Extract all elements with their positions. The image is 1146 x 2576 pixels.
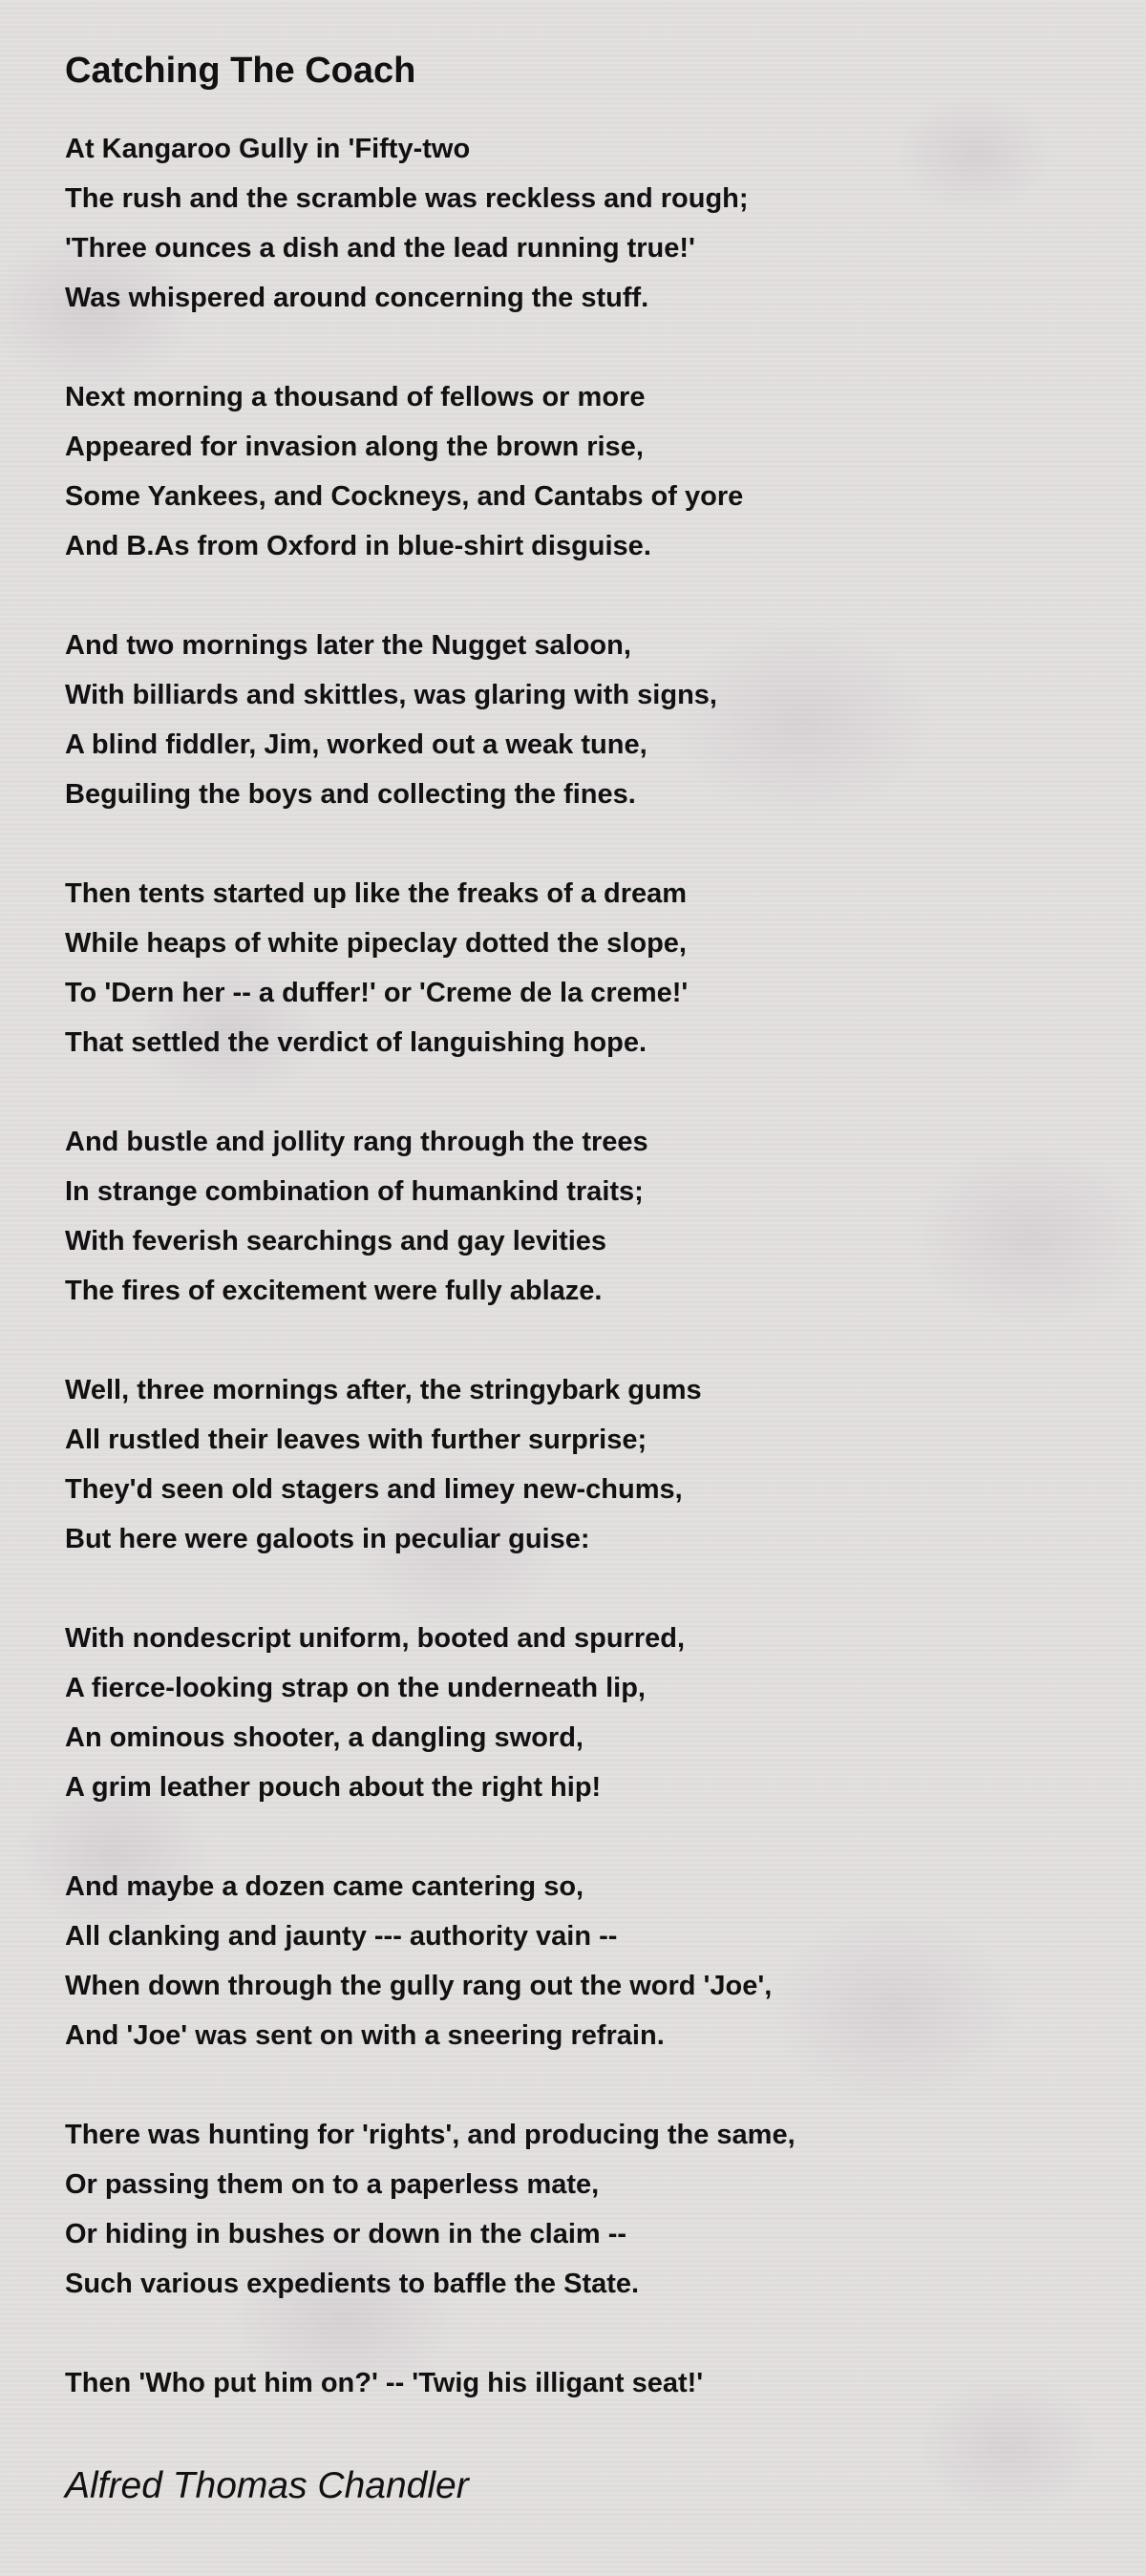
poem-line: Then tents started up like the freaks of a dream	[65, 878, 688, 909]
poem-line: Next morning a thousand of fellows or more	[65, 382, 646, 412]
poem-line: And two mornings later the Nugget saloon,	[65, 630, 631, 661]
poem-stanza-5	[65, 1117, 1096, 1316]
poem-stanza-4	[65, 869, 1096, 1067]
poem-line: But here were galoots in peculiar guise:	[65, 1524, 590, 1554]
poem-line: There was hunting for 'rights', and producing the same,	[65, 2120, 796, 2150]
poem-line: A fierce-looking strap on the underneath lip,	[65, 1673, 646, 1703]
poem-line: Beguiling the boys and collecting the fines.	[65, 779, 636, 810]
poem-line: They'd seen old stagers and limey new-chums,	[65, 1474, 683, 1505]
poem-title: Catching The Coach	[65, 51, 416, 91]
poem-line: Well, three mornings after, the stringybark gums	[65, 1375, 702, 1405]
poem-line: Then 'Who put him on?' -- 'Twig his illigant seat!'	[65, 2368, 704, 2398]
poem-stanza-8	[65, 1862, 1096, 2060]
poem-line: A blind fiddler, Jim, worked out a weak tune,	[65, 729, 647, 760]
poem-stanza-3	[65, 621, 1096, 819]
poem-line: A grim leather pouch about the right hip!	[65, 1772, 602, 1803]
poem-line: The rush and the scramble was reckless and rough;	[65, 183, 749, 214]
poem-line: That settled the verdict of languishing hope.	[65, 1027, 647, 1058]
poem-line: With nondescript uniform, booted and spurred,	[65, 1623, 686, 1654]
poem-line: Or hiding in bushes or down in the claim --	[65, 2219, 627, 2249]
poem-stanza-10	[65, 2358, 1096, 2408]
poem-stanza-2	[65, 372, 1096, 571]
poem-line: All rustled their leaves with further surprise;	[65, 1425, 647, 1455]
poem-stanza-9	[65, 2110, 1096, 2309]
poem-line: And bustle and jollity rang through the trees	[65, 1127, 648, 1157]
poem-line: 'Three ounces a dish and the lead running true!'	[65, 233, 695, 264]
poem-line: At Kangaroo Gully in 'Fifty-two	[65, 134, 471, 164]
poem-line: All clanking and jaunty --- authority vain --	[65, 1921, 618, 1952]
poem-line: Some Yankees, and Cockneys, and Cantabs of yore	[65, 481, 744, 512]
poem-line: When down through the gully rang out the word 'Joe',	[65, 1971, 773, 2001]
poem-author: Alfred Thomas Chandler	[65, 2465, 469, 2506]
poem-line: Was whispered around concerning the stuff.	[65, 283, 649, 313]
poem-line: To 'Dern her -- a duffer!' or 'Creme de la creme!'	[65, 978, 689, 1008]
poem-line: The fires of excitement were fully ablaze.	[65, 1276, 603, 1306]
poem-line: With billiards and skittles, was glaring with signs,	[65, 680, 717, 710]
poem-line: An ominous shooter, a dangling sword,	[65, 1722, 584, 1753]
poem-line: And B.As from Oxford in blue-shirt disguise.	[65, 531, 651, 561]
poem-stanza-1	[65, 124, 1096, 323]
poem-page	[65, 42, 1096, 2515]
poem-line: And maybe a dozen came cantering so,	[65, 1871, 584, 1902]
poem-line: While heaps of white pipeclay dotted the slope,	[65, 928, 687, 959]
poem-stanza-6	[65, 1365, 1096, 1564]
poem-stanza-7	[65, 1614, 1096, 1812]
poem-line: With feverish searchings and gay levities	[65, 1226, 607, 1256]
poem-line: Or passing them on to a paperless mate,	[65, 2169, 600, 2200]
poem-line: Such various expedients to baffle the State.	[65, 2269, 640, 2299]
poem-line: In strange combination of humankind traits;	[65, 1176, 644, 1207]
poem-line: Appeared for invasion along the brown rise,	[65, 432, 644, 462]
poem-line: And 'Joe' was sent on with a sneering refrain.	[65, 2020, 665, 2051]
